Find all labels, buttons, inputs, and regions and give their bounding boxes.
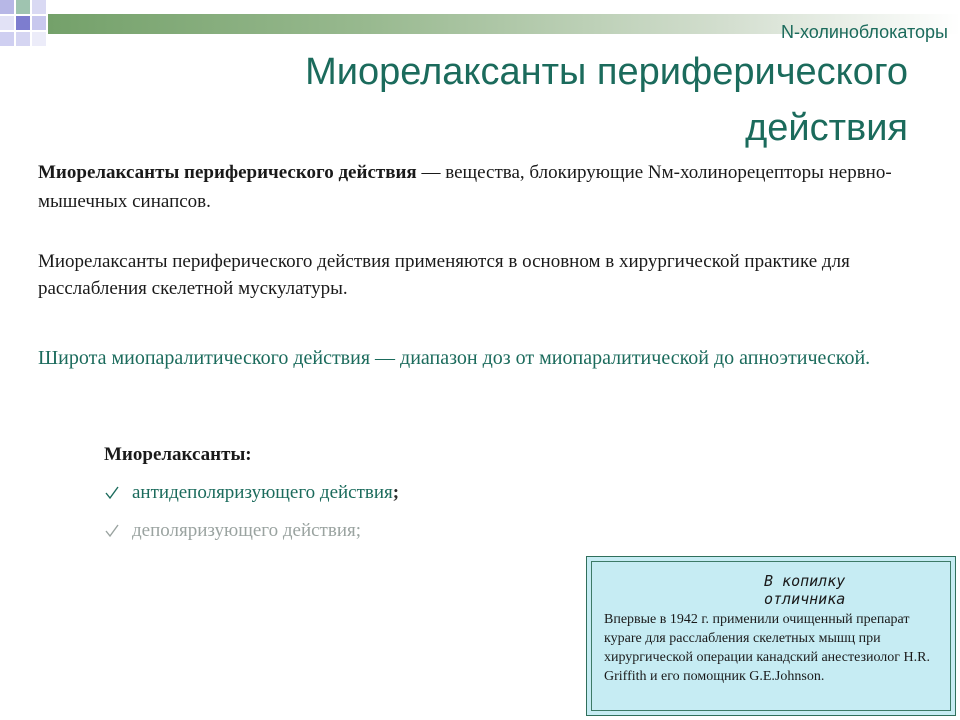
checkmark-icon bbox=[104, 485, 120, 501]
list-item-suffix: ; bbox=[392, 482, 400, 503]
definition-text: — вещества, блокирующие Nм-холинорецепторы нервно-мышечных синапсов. bbox=[38, 162, 892, 212]
topic-label: N-холиноблокаторы bbox=[780, 22, 948, 42]
list-title: Миорелаксанты: bbox=[104, 444, 252, 465]
definition-term: Миорелаксанты периферического действия bbox=[38, 162, 417, 183]
note-label: В копилку отличника bbox=[764, 572, 846, 608]
definition-paragraph bbox=[38, 158, 898, 216]
note-label-container bbox=[764, 572, 884, 608]
note-text: Впервые в 1942 г. применили очищенный препарат курare для расслабления скелетных мышц при хирургической операции канадский анестезиолог H.R. Griffith и его помощник G.E.Johnson. bbox=[604, 612, 930, 684]
list-item-text: антидеполяризующего действия bbox=[132, 482, 393, 503]
checkmark-icon bbox=[104, 523, 120, 539]
slide-title: Миорелаксанты периферического действия bbox=[305, 51, 908, 149]
list-item bbox=[104, 482, 399, 504]
usage-paragraph: Миорелаксанты периферического действия применяются в основном в хирургической практике для расслабления скелетной мускулатуры. bbox=[38, 251, 850, 299]
breadth-paragraph: Широта миопаралитического действия — диапазон доз от миопаралитической до апноэтической. bbox=[38, 347, 871, 369]
list-item-text: деполяризующего действия; bbox=[132, 520, 362, 541]
list-item bbox=[104, 520, 361, 542]
